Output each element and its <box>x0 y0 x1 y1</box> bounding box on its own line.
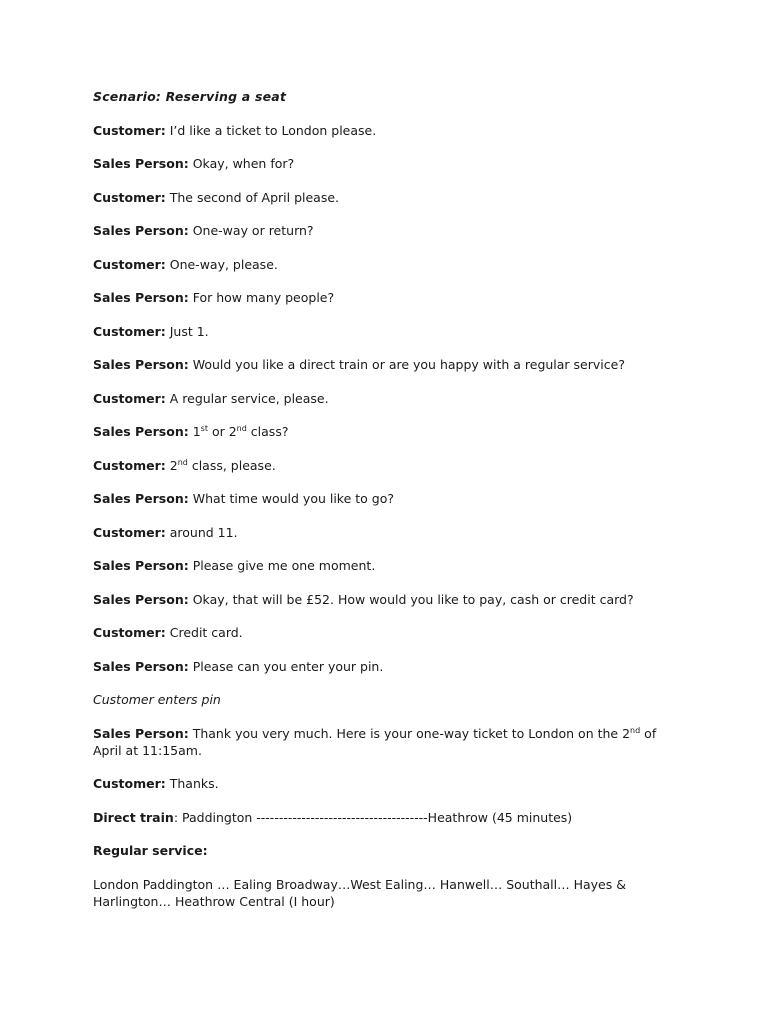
speaker-label: Customer: <box>93 256 166 272</box>
line-text: One-way or return? <box>192 223 314 238</box>
line-text: Would you like a direct train or are you happy with a regular service? <box>192 357 625 372</box>
speaker-label: Sales Person: <box>93 223 189 238</box>
dialogue-line <box>93 155 693 172</box>
ordinal-number: or 2 <box>207 424 237 439</box>
dialogue-line <box>93 524 693 541</box>
dialogue-line <box>93 189 693 206</box>
route-text: : Paddington --------------------------------------Heathrow (45 minutes) <box>173 809 573 825</box>
line-text: The second of April please. <box>169 189 340 205</box>
speaker-label: Customer: <box>93 323 166 339</box>
line-text: Thanks. <box>169 776 219 791</box>
dialogue-line <box>93 557 693 574</box>
line-text-rest: class? <box>246 424 289 439</box>
line-text: I’d like a ticket to London please. <box>169 122 377 138</box>
ordinal-suffix: nd <box>630 725 641 735</box>
speaker-label: Sales Person: <box>93 591 189 607</box>
ordinal-number: 1 <box>192 424 201 439</box>
speaker-label: Sales Person: <box>93 558 189 573</box>
route-label: Direct train <box>93 809 174 825</box>
speaker-label: Sales Person: <box>93 290 189 305</box>
line-text-part: Thank you very much. Here is your one-way ticket to London on the 2 <box>192 725 631 741</box>
line-text: Just 1. <box>169 323 209 339</box>
speaker-label: Sales Person: <box>93 424 189 439</box>
line-text: For how many people? <box>192 290 335 305</box>
line-text: Please can you enter your pin. <box>192 658 384 674</box>
speaker-label: Customer: <box>93 776 166 791</box>
dialogue-line <box>93 457 693 474</box>
speaker-label: Customer: <box>93 457 166 473</box>
regular-service-label: Regular service: <box>93 843 208 858</box>
speaker-label: Customer: <box>93 390 166 406</box>
speaker-label: Sales Person: <box>93 491 189 506</box>
speaker-label: Sales Person: <box>93 156 189 171</box>
line-text: One-way, please. <box>169 256 278 272</box>
dialogue-line <box>93 423 693 440</box>
dialogue-line <box>93 775 693 792</box>
line-text: What time would you like to go? <box>192 491 395 506</box>
dialogue-line <box>93 256 693 273</box>
speaker-label: Customer: <box>93 524 166 540</box>
ordinal-number: 2 <box>169 457 178 473</box>
speaker-label: Customer: <box>93 189 166 205</box>
direct-train-route <box>93 809 693 826</box>
line-text-rest: class, please. <box>187 457 276 473</box>
line-text: Okay, that will be £52. How would you like to pay, cash or credit card? <box>192 591 634 607</box>
dialogue-line <box>93 658 693 675</box>
line-text: Okay, when for? <box>192 156 295 171</box>
dialogue-line <box>93 591 693 608</box>
ordinal-suffix: nd <box>177 457 188 467</box>
dialogue-line <box>93 490 693 507</box>
dialogue-line <box>93 356 693 373</box>
document-page <box>93 88 693 910</box>
ordinal-suffix: st <box>200 424 208 433</box>
ordinal-suffix: nd <box>236 424 247 433</box>
speaker-label: Customer: <box>93 122 166 138</box>
dialogue-line <box>93 624 693 641</box>
speaker-label: Sales Person: <box>93 725 189 741</box>
line-text <box>170 458 276 473</box>
scenario-title: Scenario: Reserving a seat <box>93 89 287 104</box>
speaker-label: Sales Person: <box>93 658 189 674</box>
speaker-label: Customer: <box>93 625 166 640</box>
line-text: around 11. <box>169 524 238 540</box>
line-text-rest: of April at 11:15am. <box>93 725 657 758</box>
dialogue-line <box>93 390 693 407</box>
speaker-label: Sales Person: <box>93 357 189 372</box>
dialogue-line <box>93 323 693 340</box>
dialogue-line <box>93 725 668 759</box>
line-text: Credit card. <box>169 625 243 640</box>
dialogue-line <box>93 222 693 239</box>
regular-service-route: London Paddington … Ealing Broadway…West Ealing… Hanwell… Southall… Hayes & Harlington… Heathrow Central (I hour) <box>93 876 626 909</box>
dialogue-line <box>93 289 693 306</box>
line-text: Please give me one moment. <box>192 558 376 573</box>
line-text <box>193 424 289 439</box>
stage-direction: Customer enters pin <box>93 692 221 707</box>
line-text: A regular service, please. <box>169 390 329 406</box>
dialogue-line <box>93 122 693 139</box>
